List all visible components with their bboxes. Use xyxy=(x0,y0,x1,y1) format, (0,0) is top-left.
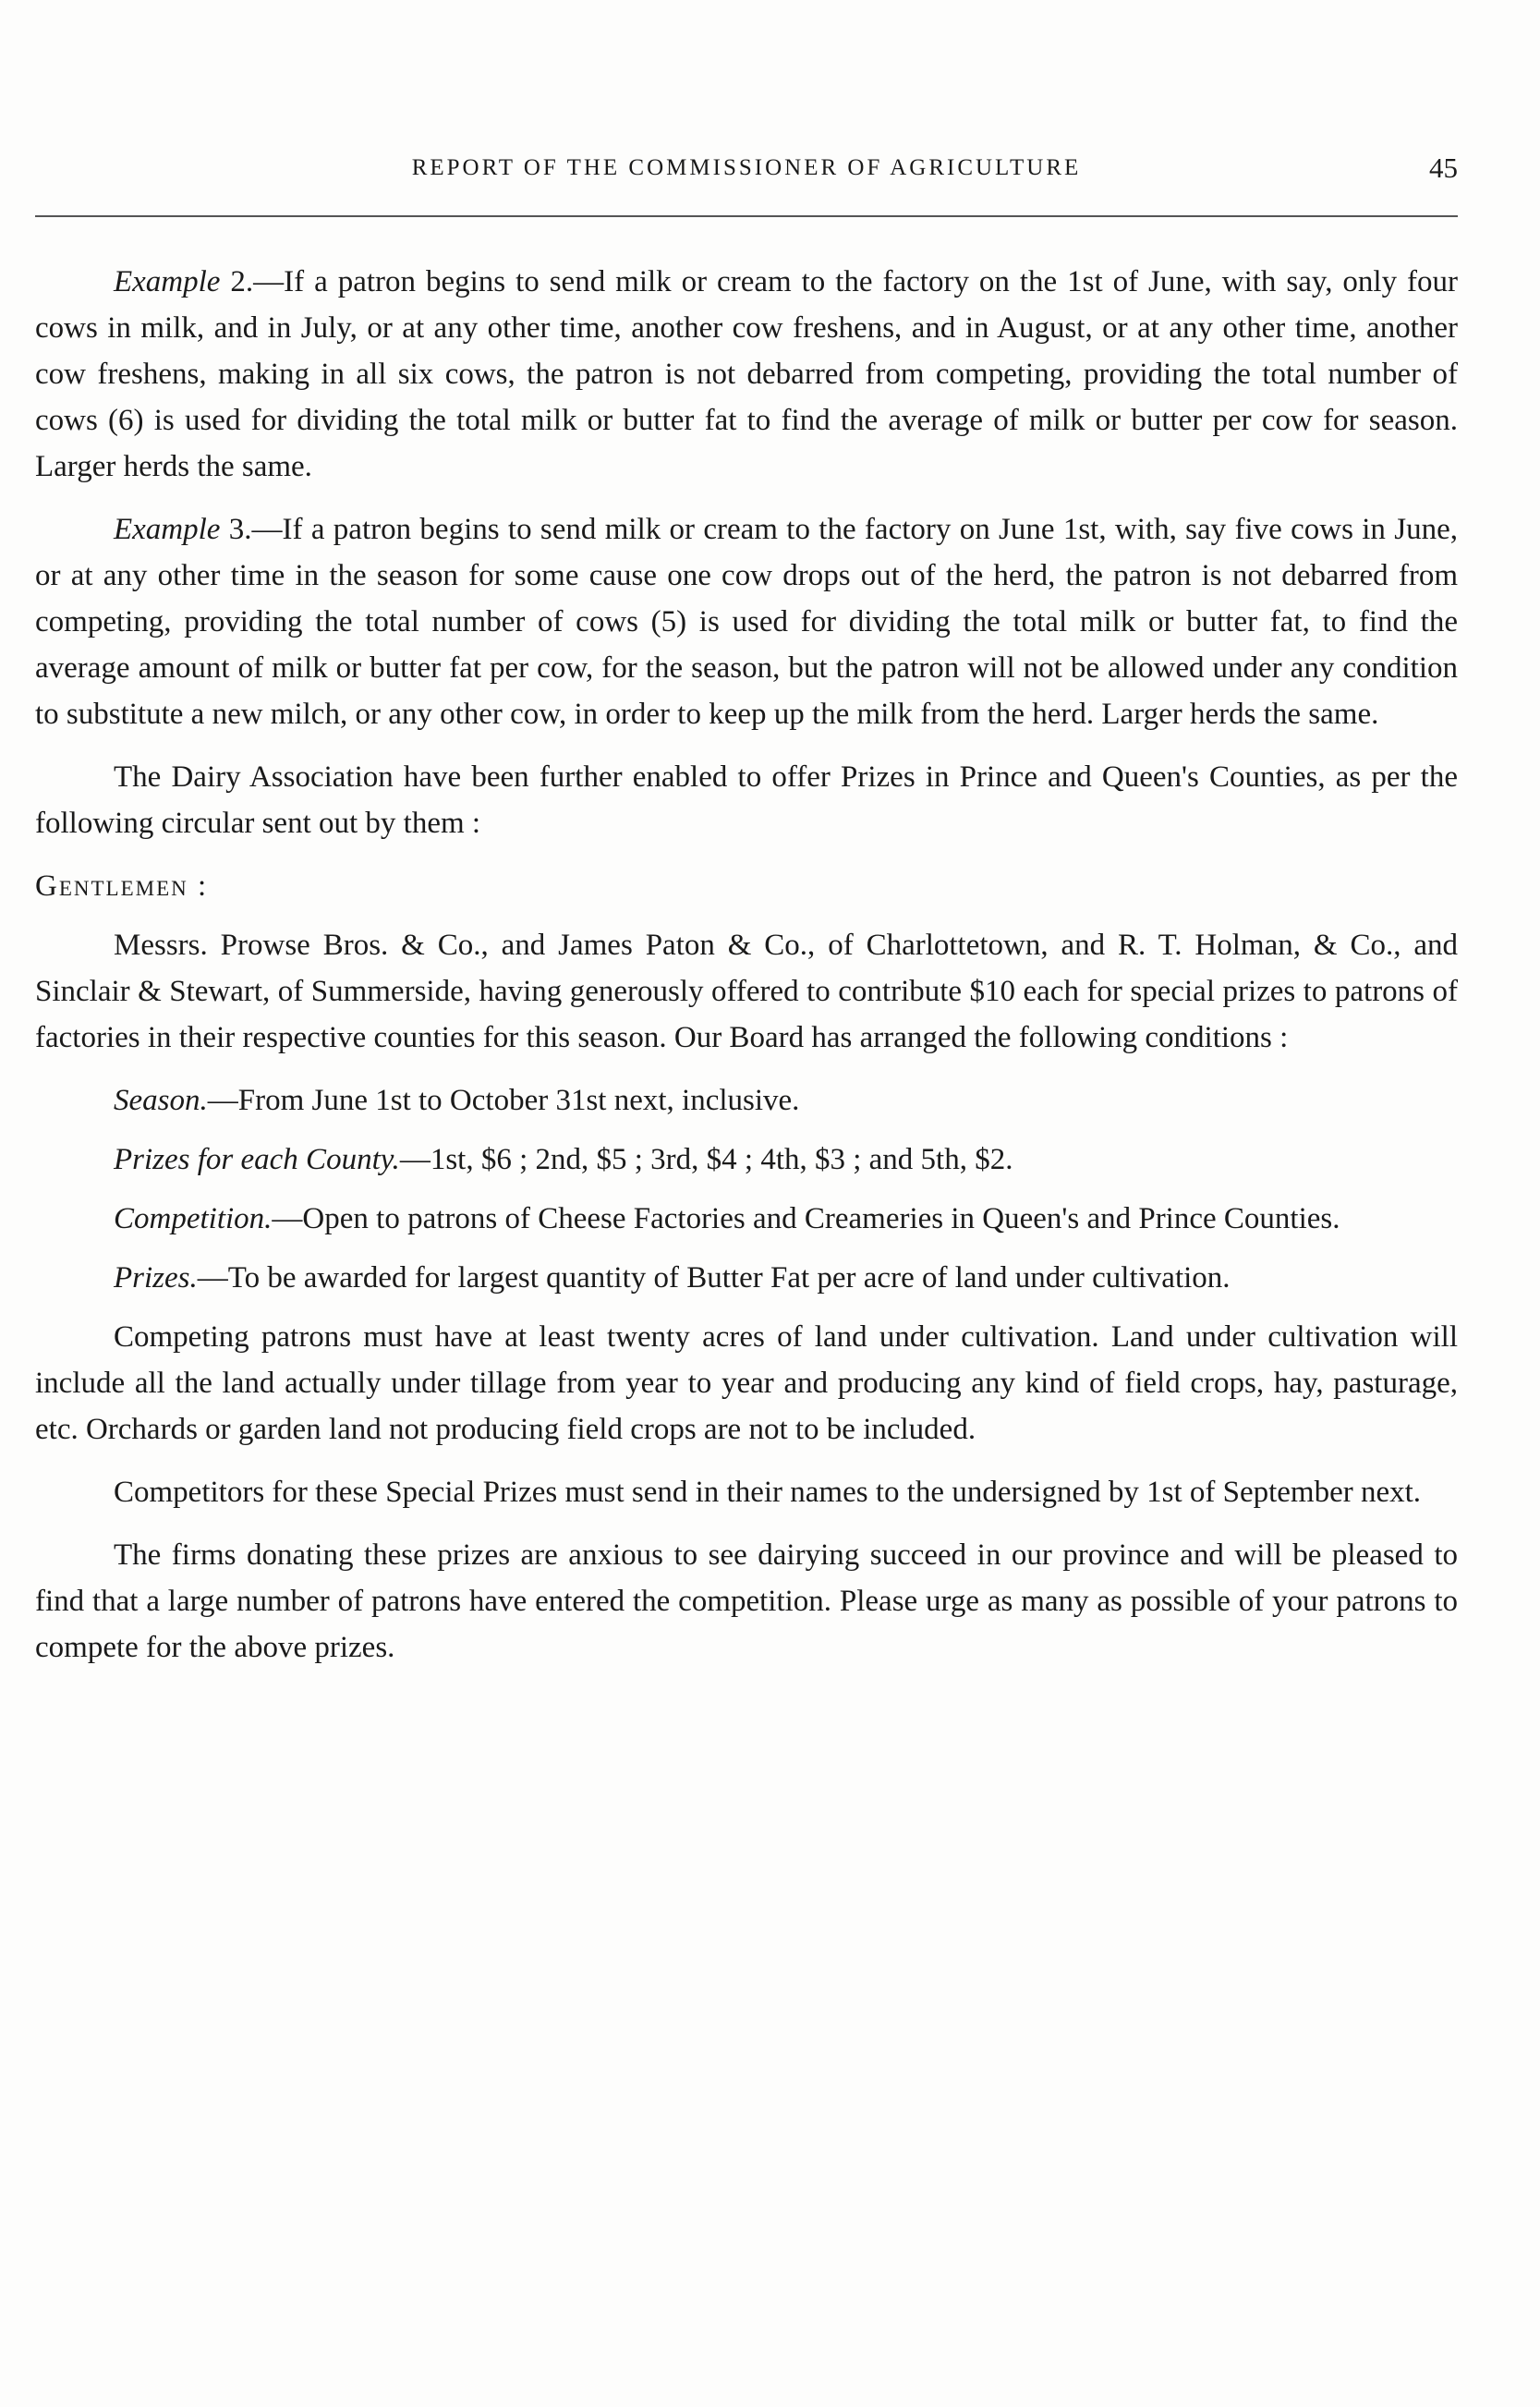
competition-text: —Open to patrons of Cheese Factories and Creameries in Queen's and Prince Counties. xyxy=(272,1202,1340,1235)
season-text: —From June 1st to October 31st next, inclusive. xyxy=(207,1084,800,1117)
season-clause xyxy=(35,1077,1458,1124)
prizes-county-text: —1st, $6 ; 2nd, $5 ; 3rd, $4 ; 4th, $3 ; and 5th, $2. xyxy=(399,1143,1013,1176)
example-3-number: 3. xyxy=(228,513,252,546)
example-2-text: —If a patron begins to send milk or cream to the factory on the 1st of June, with say, only four cows in milk, and in July, or at any other time, another cow freshens, and in August, or at any other time, another cow freshens, making in all six cows, the patron is not debarred from competing, providing the total number of cows (6) is used for dividing the total milk or butter fat to find the average of milk or butter per cow for season. Larger herds the same. xyxy=(35,265,1459,483)
example-2-lead: Example xyxy=(114,265,221,298)
competing-paragraph: Competing patrons must have at least twenty acres of land under cultivation. Land under cultivation will include all the land actually under tillage from year to year and producing any kind of field crops, hay, pasturage, etc. Orchards or garden land not producing field crops are not to be included. xyxy=(35,1320,1458,1446)
example-3-text: —If a patron begins to send milk or cream to the factory on June 1st, with, say five cows in June, or at any other time in the season for some cause one cow drops out of the herd, the patron is not debarred from competing, providing the total number of cows (5) is used for dividing the total milk or butter fat, to find the average amount of milk or butter fat per cow, for the season, but the patron will not be allowed under any condition to substitute a new milch, or any other cow, in order to keep up the milk from the herd. Larger herds the same. xyxy=(35,513,1458,731)
example-2-number: 2. xyxy=(230,265,254,298)
page-number: 45 xyxy=(1429,152,1458,184)
salutation: Gentlemen : xyxy=(35,869,209,903)
messrs-paragraph: Messrs. Prowse Bros. & Co., and James Paton & Co., of Charlottetown, and R. T. Holman, & Co., and Sinclair & Stewart, of Summerside, having generously offered to contribute $10 each for special prizes to patrons of factories in their respective counties for this season. Our Board has arranged the following conditions : xyxy=(35,929,1458,1054)
prizes-text: —To be awarded for largest quantity of Butter Fat per acre of land under cultivation. xyxy=(197,1261,1231,1295)
page-body xyxy=(35,259,1458,1687)
competition-lead: Competition. xyxy=(114,1202,273,1235)
running-head: REPORT OF THE COMMISSIONER OF AGRICULTURE xyxy=(411,155,1082,180)
prizes-clause xyxy=(35,1255,1458,1301)
example-2-paragraph xyxy=(35,259,1458,490)
competitors-paragraph: Competitors for these Special Prizes must send in their names to the undersigned by 1st of September next. xyxy=(114,1476,1422,1509)
prizes-county-clause xyxy=(35,1137,1458,1183)
example-3-lead: Example xyxy=(114,513,221,546)
dairy-association-paragraph: The Dairy Association have been further enabled to offer Prizes in Prince and Queen's Counties, as per the following circular sent out by them : xyxy=(35,760,1458,840)
prizes-lead: Prizes. xyxy=(114,1261,198,1295)
firms-paragraph: The firms donating these prizes are anxious to see dairying succeed in our province and will be pleased to find that a large number of patrons have entered the competition. Please urge as many as possible of your patrons to compete for the above prizes. xyxy=(35,1538,1458,1664)
header-rule xyxy=(35,215,1458,217)
page-header xyxy=(35,148,1458,194)
season-lead: Season. xyxy=(114,1084,208,1117)
prizes-county-lead: Prizes for each County. xyxy=(114,1143,400,1176)
competition-clause xyxy=(35,1196,1458,1242)
example-3-paragraph xyxy=(35,506,1458,737)
